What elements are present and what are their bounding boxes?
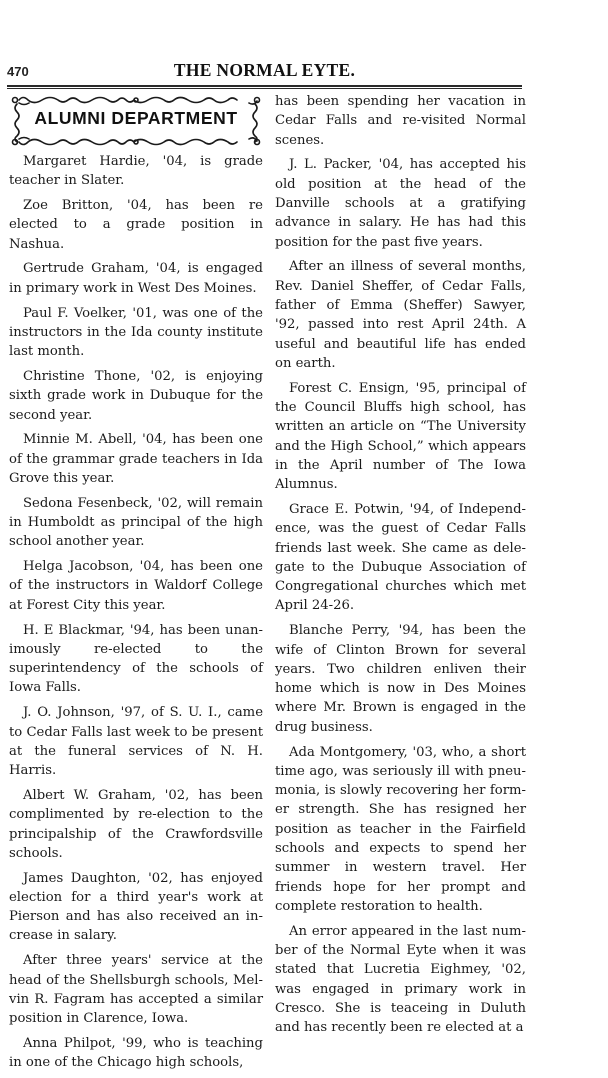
alumni-note: Ada Montgomery, '03, who, a short time ago, was seriously ill with pneumonia, is slowly recovering her former strength. She has resigned her position as teacher in the Fairfield schools and expects to spend her summer in western travel. Her friends hope for her prompt and complete restoration to health. <box>275 744 526 914</box>
alumni-note: An error appeared in the last number of the Normal Eyte when it was stated that Lucretia Eighmey, '02, was engaged in primary work in Cresco. She is teaceing in Duluth and has recently been re elected at a <box>275 923 526 1036</box>
alumni-note: Sedona Fesenbeck, '02, will remain in Humboldt as principal of the high school another year. <box>9 495 263 550</box>
page-number: 470 <box>7 64 29 79</box>
journal-title: THE NORMAL EYTE. <box>173 60 356 80</box>
section-banner <box>9 92 263 150</box>
running-head <box>7 60 522 82</box>
alumni-note: Grace E. Potwin, '94, of Independence, was the guest of Cedar Falls friends last week. She came as delegate to the Dubuque Association of Congregational churches which met April 24-26. <box>275 501 526 614</box>
alumni-note: Paul F. Voelker, '01, was one of the instructors in the Ida county institute last month. <box>9 305 263 360</box>
alumni-note: H. E Blackmar, '94, has been unanimously re-elected to the superintendency of the schools of Iowa Falls. <box>9 622 263 696</box>
alumni-note: Albert W. Graham, '02, has been complimented by re-election to the principalship of the Crawfordsville schools. <box>9 787 263 861</box>
alumni-note: Margaret Hardie, '04, is grade teacher in Slater. <box>9 154 263 189</box>
alumni-note: Christine Thone, '02, is enjoying sixth grade work in Dubuque for the second year. <box>9 368 263 423</box>
header-double-rule <box>7 85 522 89</box>
alumni-note: After three years' service at the head of the Shellsburgh schools, Melvin R. Fagram has accepted a similar position in Clarence, Iowa. <box>9 953 263 1027</box>
right-column <box>275 92 526 1043</box>
alumni-note: Zoe Britton, '04, has been re elected to a grade position in Nashua. <box>9 198 263 252</box>
alumni-note: J. O. Johnson, '97, of S. U. I., came to Cedar Falls last week to be present at the funeral services of N. H. Harris. <box>9 705 263 779</box>
alumni-note: Minnie M. Abell, '04, has been one of the grammar grade teachers in Ida Grove this year. <box>9 432 263 486</box>
alumni-note: Forest C. Ensign, '95, principal of the Council Bluffs high school, has written an article on “The University and the High School,” which appears in the April number of The Iowa Alumnus. <box>275 380 526 493</box>
section-title: ALUMNI DEPARTMENT <box>34 108 238 128</box>
alumni-note: Gertrude Graham, '04, is engaged in primary work in West Des Moines. <box>9 261 263 296</box>
alumni-note-continuation: has been spending her vacation in Cedar Falls and re-visited Normal scenes. <box>275 94 526 148</box>
left-column <box>9 92 263 1078</box>
alumni-note: Helga Jacobson, '04, has been one of the instructors in Waldorf College at Forest City this year. <box>9 559 263 613</box>
alumni-note: Anna Philpot, '99, who is teaching in one of the Chicago high schools, <box>9 1035 263 1071</box>
alumni-note: J. L. Packer, '04, has accepted his old position at the head of the Danville schools at a gratifying advance in salary. He has had this position for the past five years. <box>275 157 526 250</box>
alumni-note: James Daughton, '02, has enjoyed election for a third year's work at Pierson and has also received an increase in salary. <box>9 870 263 944</box>
alumni-note: Blanche Perry, '94, has been the wife of Clinton Brown for several years. Two children enliven their home which is now in Des Moines where Mr. Brown is engaged in the drug business. <box>275 623 526 735</box>
alumni-note: After an illness of several months, Rev. Daniel Sheffer, of Cedar Falls, father of Emma (Sheffer) Sawyer, '92, passed into rest April 24th. A useful and beautiful life has ended on earth. <box>275 259 526 371</box>
